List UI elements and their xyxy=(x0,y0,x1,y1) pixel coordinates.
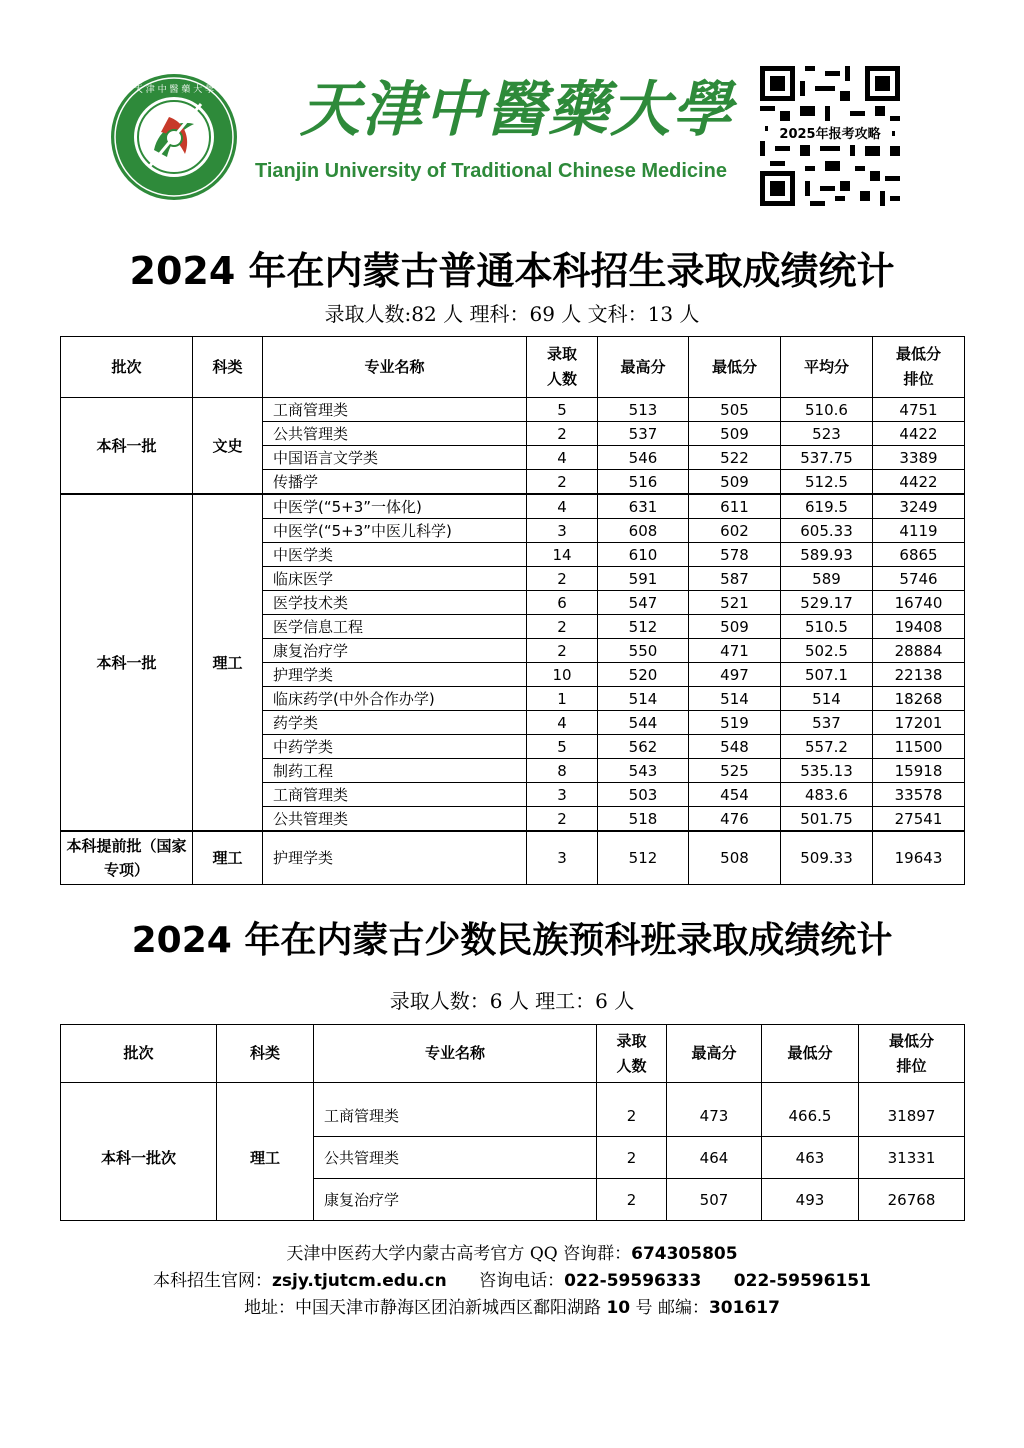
col-header-count xyxy=(597,1025,667,1083)
rank-cell: 3389 xyxy=(873,446,965,470)
phone-number-1[interactable]: 022-59596333 xyxy=(564,1271,702,1291)
avg-score-cell: 512.5 xyxy=(781,470,873,495)
col-header-rank-line2: 排位 xyxy=(903,370,934,388)
major-cell: 公共管理类 xyxy=(314,1137,597,1179)
major-cell: 中国语言文学类 xyxy=(263,446,527,470)
col-header-avg: 平均分 xyxy=(781,337,873,398)
col-header-count-line2: 人数 xyxy=(616,1056,647,1075)
section1-summary: 录取人数:82 人 理科：69 人 文科：13 人 xyxy=(324,302,700,326)
min-score-cell: 509 xyxy=(689,422,781,446)
max-score-cell: 537 xyxy=(598,422,689,446)
university-seal-logo xyxy=(109,72,239,202)
university-name-english: Tianjin University of Traditional Chinese Medicine xyxy=(255,160,727,182)
col-header-batch: 批次 xyxy=(61,1025,217,1083)
col-header-rank-line1: 最低分 xyxy=(895,345,941,363)
col-header-min: 最低分 xyxy=(689,337,781,398)
max-score-cell: 631 xyxy=(598,494,689,519)
min-score-cell: 509 xyxy=(689,615,781,639)
count-cell: 4 xyxy=(527,711,598,735)
min-score-cell: 521 xyxy=(689,591,781,615)
footer-contact-line xyxy=(0,1266,1024,1291)
major-cell: 中药学类 xyxy=(263,735,527,759)
address-number: 10 xyxy=(606,1298,631,1318)
col-header-major: 专业名称 xyxy=(314,1025,597,1083)
rank-cell: 4751 xyxy=(873,398,965,422)
avg-score-cell: 523 xyxy=(781,422,873,446)
max-score-cell: 514 xyxy=(598,687,689,711)
phone-label: 咨询电话： xyxy=(479,1271,565,1291)
count-cell: 10 xyxy=(527,663,598,687)
col-header-rank-line2: 排位 xyxy=(896,1056,927,1075)
avg-score-cell: 537 xyxy=(781,711,873,735)
major-cell: 护理学类 xyxy=(263,663,527,687)
count-cell: 3 xyxy=(527,831,598,885)
min-score-cell: 548 xyxy=(689,735,781,759)
major-cell: 护理学类 xyxy=(263,831,527,885)
min-score-cell: 493 xyxy=(762,1179,859,1221)
col-header-min: 最低分 xyxy=(762,1025,859,1083)
rank-cell: 27541 xyxy=(873,807,965,832)
count-cell: 4 xyxy=(527,446,598,470)
rank-cell: 19408 xyxy=(873,615,965,639)
qq-group-number[interactable]: 674305805 xyxy=(631,1244,738,1264)
major-cell: 临床医学 xyxy=(263,567,527,591)
max-score-cell: 562 xyxy=(598,735,689,759)
website-link[interactable]: zsjy.tjutcm.edu.cn xyxy=(272,1271,447,1291)
rank-cell: 22138 xyxy=(873,663,965,687)
col-header-rank xyxy=(859,1025,965,1083)
table-header-row xyxy=(61,337,965,398)
batch-cell: 本科一批次 xyxy=(61,1083,217,1221)
max-score-cell: 513 xyxy=(598,398,689,422)
table-header-row xyxy=(61,1025,965,1083)
phone-number-2[interactable]: 022-59596151 xyxy=(733,1271,871,1291)
rank-cell: 5746 xyxy=(873,567,965,591)
count-cell: 14 xyxy=(527,543,598,567)
table-row xyxy=(61,831,965,885)
avg-score-cell: 507.1 xyxy=(781,663,873,687)
major-cell: 药学类 xyxy=(263,711,527,735)
count-cell: 2 xyxy=(527,567,598,591)
max-score-cell: 473 xyxy=(667,1083,762,1137)
count-cell: 2 xyxy=(527,615,598,639)
max-score-cell: 550 xyxy=(598,639,689,663)
max-score-cell: 610 xyxy=(598,543,689,567)
count-cell: 2 xyxy=(527,639,598,663)
count-cell: 1 xyxy=(527,687,598,711)
min-score-cell: 578 xyxy=(689,543,781,567)
avg-score-cell: 605.33 xyxy=(781,519,873,543)
col-header-count-line1: 录取 xyxy=(616,1031,647,1050)
min-score-cell: 454 xyxy=(689,783,781,807)
col-header-count-line2: 人数 xyxy=(546,370,577,388)
category-cell: 文史 xyxy=(193,398,263,495)
col-header-rank xyxy=(873,337,965,398)
min-score-cell: 466.5 xyxy=(762,1083,859,1137)
category-cell: 理工 xyxy=(193,831,263,885)
major-cell: 工商管理类 xyxy=(263,398,527,422)
avg-score-cell: 589 xyxy=(781,567,873,591)
category-cell: 理工 xyxy=(193,494,263,831)
min-score-cell: 611 xyxy=(689,494,781,519)
min-score-cell: 525 xyxy=(689,759,781,783)
batch-cell: 本科一批 xyxy=(61,398,193,495)
count-cell: 2 xyxy=(597,1083,667,1137)
major-cell: 康复治疗学 xyxy=(263,639,527,663)
avg-score-cell: 509.33 xyxy=(781,831,873,885)
avg-score-cell: 557.2 xyxy=(781,735,873,759)
rank-cell: 3249 xyxy=(873,494,965,519)
address-suffix: 号 邮编： xyxy=(630,1298,709,1318)
rank-cell: 15918 xyxy=(873,759,965,783)
avg-score-cell: 502.5 xyxy=(781,639,873,663)
max-score-cell: 516 xyxy=(598,470,689,495)
rank-cell: 6865 xyxy=(873,543,965,567)
category-cell: 理工 xyxy=(217,1083,314,1221)
col-header-max: 最高分 xyxy=(667,1025,762,1083)
rank-cell: 28884 xyxy=(873,639,965,663)
min-score-cell: 509 xyxy=(689,470,781,495)
rank-cell: 18268 xyxy=(873,687,965,711)
major-cell: 工商管理类 xyxy=(263,783,527,807)
count-cell: 3 xyxy=(527,519,598,543)
rank-cell: 33578 xyxy=(873,783,965,807)
section2-summary: 录取人数：6 人 理工：6 人 xyxy=(389,989,635,1013)
rank-cell: 31897 xyxy=(859,1083,965,1137)
major-cell: 制药工程 xyxy=(263,759,527,783)
max-score-cell: 464 xyxy=(667,1137,762,1179)
max-score-cell: 512 xyxy=(598,615,689,639)
min-score-cell: 463 xyxy=(762,1137,859,1179)
min-score-cell: 514 xyxy=(689,687,781,711)
max-score-cell: 608 xyxy=(598,519,689,543)
col-header-category: 科类 xyxy=(217,1025,314,1083)
footer-qq-line xyxy=(0,1239,1024,1264)
undergraduate-admission-table xyxy=(60,336,965,885)
avg-score-cell: 537.75 xyxy=(781,446,873,470)
min-score-cell: 587 xyxy=(689,567,781,591)
col-header-count-line1: 录取 xyxy=(546,345,577,363)
avg-score-cell: 483.6 xyxy=(781,783,873,807)
table-row xyxy=(61,494,965,519)
table-row xyxy=(61,398,965,422)
avg-score-cell: 510.6 xyxy=(781,398,873,422)
max-score-cell: 543 xyxy=(598,759,689,783)
count-cell: 5 xyxy=(527,735,598,759)
major-cell: 康复治疗学 xyxy=(314,1179,597,1221)
avg-score-cell: 501.75 xyxy=(781,807,873,832)
avg-score-cell: 529.17 xyxy=(781,591,873,615)
major-cell: 中医学(“5+3”中医儿科学) xyxy=(263,519,527,543)
col-header-batch: 批次 xyxy=(61,337,193,398)
major-cell: 传播学 xyxy=(263,470,527,495)
max-score-cell: 547 xyxy=(598,591,689,615)
count-cell: 6 xyxy=(527,591,598,615)
major-cell: 中医学(“5+3”一体化) xyxy=(263,494,527,519)
table-row xyxy=(61,1083,965,1137)
max-score-cell: 520 xyxy=(598,663,689,687)
rank-cell: 19643 xyxy=(873,831,965,885)
qr-caption: 2025年报考攻略 xyxy=(768,125,892,145)
section2-title: 2024 年在内蒙古少数民族预科班录取成绩统计 xyxy=(131,920,893,961)
col-header-count xyxy=(527,337,598,398)
count-cell: 2 xyxy=(527,470,598,495)
min-score-cell: 471 xyxy=(689,639,781,663)
count-cell: 2 xyxy=(597,1137,667,1179)
rank-cell: 4422 xyxy=(873,422,965,446)
major-cell: 公共管理类 xyxy=(263,807,527,832)
max-score-cell: 544 xyxy=(598,711,689,735)
max-score-cell: 546 xyxy=(598,446,689,470)
col-header-rank-line1: 最低分 xyxy=(888,1031,934,1050)
svg-text:天 津 中 醫 藥 大 學: 天 津 中 醫 藥 大 學 xyxy=(133,85,215,95)
major-cell: 公共管理类 xyxy=(263,422,527,446)
max-score-cell: 503 xyxy=(598,783,689,807)
min-score-cell: 508 xyxy=(689,831,781,885)
min-score-cell: 519 xyxy=(689,711,781,735)
count-cell: 3 xyxy=(527,783,598,807)
min-score-cell: 497 xyxy=(689,663,781,687)
postcode: 301617 xyxy=(708,1298,780,1318)
max-score-cell: 512 xyxy=(598,831,689,885)
minority-preparatory-table xyxy=(60,1024,965,1221)
rank-cell: 16740 xyxy=(873,591,965,615)
major-cell: 中医学类 xyxy=(263,543,527,567)
major-cell: 医学技术类 xyxy=(263,591,527,615)
address-label: 地址：中国天津市静海区团泊新城西区鄱阳湖路 xyxy=(244,1298,607,1318)
count-cell: 5 xyxy=(527,398,598,422)
col-header-max: 最高分 xyxy=(598,337,689,398)
batch-cell: 本科提前批（国家专项） xyxy=(61,831,193,885)
website-label: 本科招生官网： xyxy=(153,1271,273,1291)
count-cell: 2 xyxy=(597,1179,667,1221)
avg-score-cell: 514 xyxy=(781,687,873,711)
count-cell: 2 xyxy=(527,807,598,832)
qq-label: 天津中医药大学内蒙古高考官方 QQ 咨询群： xyxy=(286,1244,632,1264)
rank-cell: 31331 xyxy=(859,1137,965,1179)
avg-score-cell: 589.93 xyxy=(781,543,873,567)
min-score-cell: 602 xyxy=(689,519,781,543)
min-score-cell: 476 xyxy=(689,807,781,832)
min-score-cell: 522 xyxy=(689,446,781,470)
major-cell: 临床药学(中外合作办学) xyxy=(263,687,527,711)
count-cell: 2 xyxy=(527,422,598,446)
avg-score-cell: 619.5 xyxy=(781,494,873,519)
max-score-cell: 591 xyxy=(598,567,689,591)
rank-cell: 4119 xyxy=(873,519,965,543)
avg-score-cell: 510.5 xyxy=(781,615,873,639)
count-cell: 4 xyxy=(527,494,598,519)
university-name-chinese: 天津中醫藥大學 xyxy=(300,75,734,145)
rank-cell: 11500 xyxy=(873,735,965,759)
col-header-major: 专业名称 xyxy=(263,337,527,398)
min-score-cell: 505 xyxy=(689,398,781,422)
max-score-cell: 518 xyxy=(598,807,689,832)
major-cell: 工商管理类 xyxy=(314,1083,597,1137)
col-header-category: 科类 xyxy=(193,337,263,398)
count-cell: 8 xyxy=(527,759,598,783)
max-score-cell: 507 xyxy=(667,1179,762,1221)
rank-cell: 4422 xyxy=(873,470,965,495)
batch-cell: 本科一批 xyxy=(61,494,193,831)
section1-title: 2024 年在内蒙古普通本科招生录取成绩统计 xyxy=(129,249,895,293)
rank-cell: 26768 xyxy=(859,1179,965,1221)
footer-address-line xyxy=(0,1293,1024,1318)
major-cell: 医学信息工程 xyxy=(263,615,527,639)
rank-cell: 17201 xyxy=(873,711,965,735)
avg-score-cell: 535.13 xyxy=(781,759,873,783)
